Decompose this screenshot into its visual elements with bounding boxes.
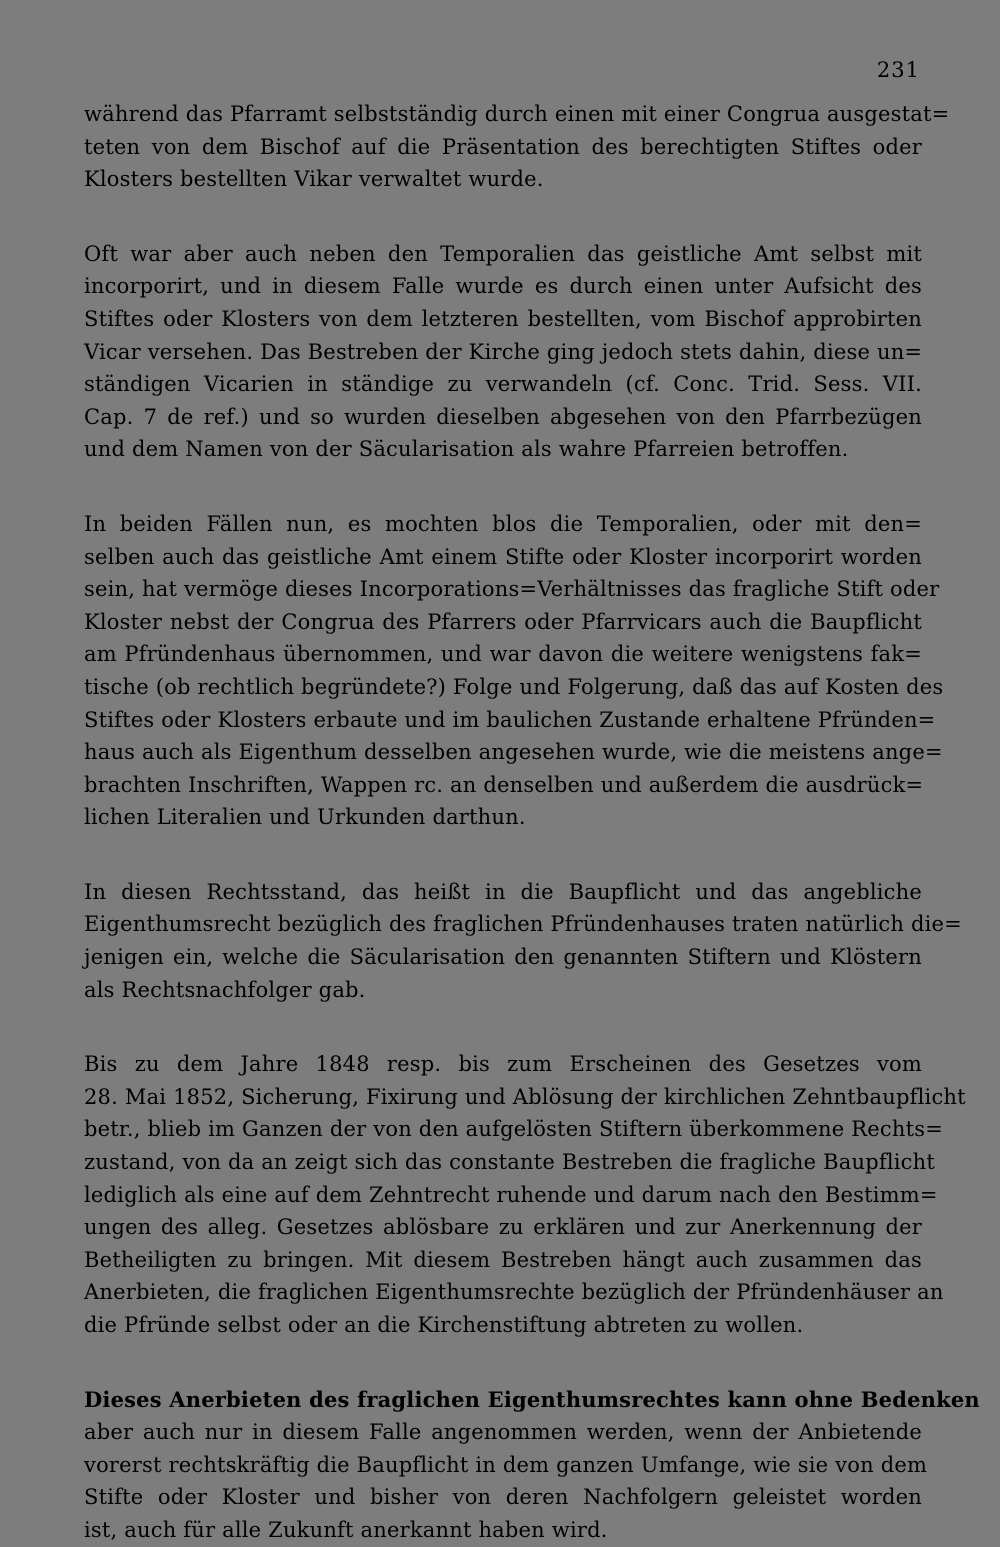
text-line: Stifte oder Kloster und bisher von deren Nachfolgern geleistet worden bbox=[84, 1485, 922, 1510]
paragraph-1 bbox=[84, 98, 950, 196]
text-line: brachten Inschriften, Wappen rc. an denselben und außerdem die ausdrück= bbox=[84, 772, 924, 797]
text-line: lediglich als eine auf dem Zehntrecht ruhende und darum nach den Bestimm= bbox=[84, 1182, 938, 1207]
text-line: die Pfründe selbst oder an die Kirchenstiftung abtreten zu wollen. bbox=[84, 1313, 804, 1337]
text-line: aber auch nur in diesem Falle angenommen werden, wenn der Anbietende bbox=[84, 1420, 922, 1445]
text-line: Klosters bestellten Vikar verwaltet wurde. bbox=[84, 167, 544, 192]
text-line: In beiden Fällen nun, es mochten blos die Temporalien, oder mit den= bbox=[84, 511, 922, 536]
text-line: incorporirt, und in diesem Falle wurde es durch einen unter Aufsicht des bbox=[84, 274, 922, 299]
text-line: zustand, von da an zeigt sich das constante Bestreben die fragliche Baupflicht bbox=[84, 1150, 935, 1175]
text-line: Vicar versehen. Das Bestreben der Kirche ging jedoch stets dahin, diese un= bbox=[84, 339, 923, 364]
text-line: ungen des alleg. Gesetzes ablösbare zu erklären und zur Anerkennung der bbox=[84, 1215, 922, 1240]
text-line: ist, auch für alle Zukunft anerkannt haben wird. bbox=[84, 1517, 608, 1542]
text-line: ständigen Vicarien in ständige zu verwandeln (cf. Conc. Trid. Sess. VII. bbox=[84, 372, 922, 397]
body-text bbox=[84, 98, 980, 1547]
text-line: tische (ob rechtlich begründete?) Folge und Folgerung, daß das auf Kosten des bbox=[84, 674, 944, 699]
text-line: Eigenthumsrecht bezüglich des fraglichen Pfründenhauses traten natürlich die= bbox=[84, 912, 962, 937]
paragraph-5 bbox=[84, 1048, 966, 1341]
text-line: haus auch als Eigenthum desselben angesehen wurde, wie die meistens ange= bbox=[84, 740, 943, 765]
text-line: jenigen ein, welche die Säcularisation den genannten Stiftern und Klöstern bbox=[84, 945, 922, 970]
text-line: Oft war aber auch neben den Temporalien das geistliche Amt selbst mit bbox=[84, 241, 922, 266]
page-number: 231 bbox=[876, 58, 920, 82]
text-line: Dieses Anerbieten des fraglichen Eigenthumsrechtes kann ohne Bedenken bbox=[84, 1386, 980, 1412]
paragraph-6 bbox=[84, 1384, 980, 1547]
text-line: vorerst rechtskräftig die Baupflicht in dem ganzen Umfange, wie sie von dem bbox=[84, 1452, 928, 1477]
text-line: Kloster nebst der Congrua des Pfarrers oder Pfarrvicars auch die Baupflicht bbox=[84, 609, 922, 634]
text-line: als Rechtsnachfolger gab. bbox=[84, 977, 366, 1002]
text-line: 28. Mai 1852, Sicherung, Fixirung und Ablösung der kirchlichen Zehntbaupflicht bbox=[84, 1084, 966, 1109]
text-line: Anerbieten, die fraglichen Eigenthumsrechte bezüglich der Pfründenhäuser an bbox=[84, 1280, 944, 1305]
paragraph-2 bbox=[84, 238, 922, 466]
text-line: selben auch das geistliche Amt einem Stifte oder Kloster incorporirt worden bbox=[84, 544, 922, 569]
text-line: während das Pfarramt selbstständig durch einen mit einer Congrua ausgestat= bbox=[84, 102, 950, 126]
paragraph-4 bbox=[84, 876, 962, 1006]
text-line: und dem Namen von der Säcularisation als wahre Pfarreien betroffen. bbox=[84, 437, 849, 462]
text-line: In diesen Rechtsstand, das heißt in die Baupflicht und das angebliche bbox=[84, 879, 922, 904]
text-line: Stiftes oder Klosters von dem letzteren bestellten, vom Bischof approbirten bbox=[84, 306, 922, 331]
text-line: teten von dem Bischof auf die Präsentation des berechtigten Stiftes oder bbox=[84, 134, 922, 159]
text-line: betr., blieb im Ganzen der von den aufgelösten Stiftern überkommene Rechts= bbox=[84, 1117, 943, 1142]
text-line: Cap. 7 de ref.) und so wurden dieselben abgesehen von den Pfarrbezügen bbox=[84, 404, 922, 429]
paragraph-3 bbox=[84, 508, 944, 834]
text-line: lichen Literalien und Urkunden darthun. bbox=[84, 805, 526, 830]
text-line: Betheiligten zu bringen. Mit diesem Bestreben hängt auch zusammen das bbox=[84, 1247, 922, 1272]
text-line: Bis zu dem Jahre 1848 resp. bis zum Erscheinen des Gesetzes vom bbox=[84, 1052, 922, 1077]
text-line: am Pfründenhaus übernommen, und war davon die weitere wenigstens fak= bbox=[84, 642, 922, 667]
text-line: Stiftes oder Klosters erbaute und im baulichen Zustande erhaltene Pfründen= bbox=[84, 707, 936, 732]
text-line: sein, hat vermöge dieses Incorporations=Verhältnisses das fragliche Stift oder bbox=[84, 577, 940, 602]
